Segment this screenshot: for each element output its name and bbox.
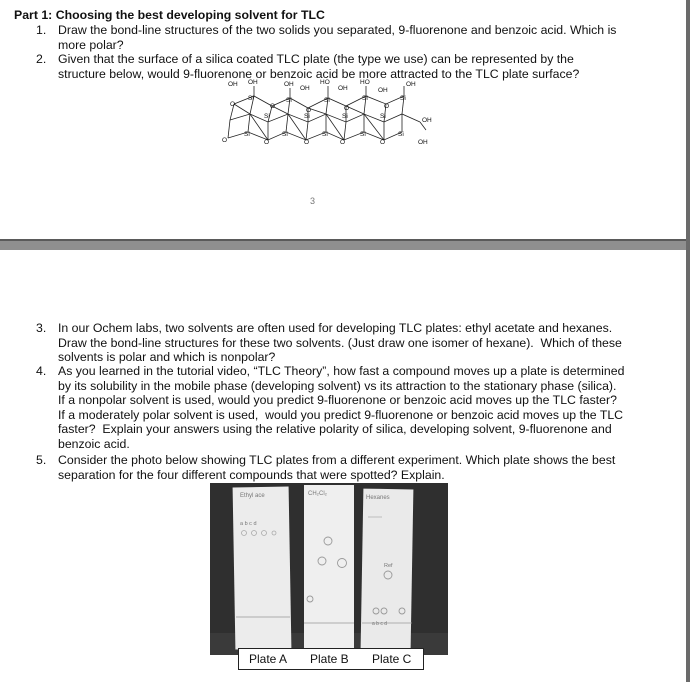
- plate-a-spots-label: a b c d: [240, 521, 257, 527]
- structure-label: HO: [360, 79, 370, 86]
- page-number: 3: [310, 196, 316, 206]
- plate-labels: [238, 648, 424, 670]
- structure-label: OH: [284, 81, 294, 88]
- structure-label: OH: [300, 85, 310, 92]
- question-line: separation for the four different compounds that were spotted? Explain.: [58, 467, 445, 482]
- structure-label: Si: [304, 113, 310, 120]
- plate-a: [233, 487, 292, 650]
- structure-label: O: [230, 101, 236, 108]
- question-line: by its solubility in the mobile phase (developing solvent) vs its attraction to the stationary phase (silica).: [58, 378, 617, 393]
- question-line: Consider the photo below showing TLC plates from a different experiment. Which plate shows the best: [58, 453, 616, 467]
- plate-a-caption: Plate A: [249, 652, 288, 666]
- structure-label: Si: [400, 95, 406, 102]
- plate-c-caption: Plate C: [372, 652, 412, 666]
- structure-label: Si: [264, 113, 270, 120]
- structure-label: Si: [324, 97, 330, 104]
- structure-label: Si: [398, 131, 404, 138]
- structure-label: OH: [338, 85, 348, 92]
- structure-label: O: [270, 103, 276, 110]
- structure-label: O: [306, 107, 312, 114]
- structure-label: Si: [286, 97, 292, 104]
- question-line: faster? Explain your answers using the relative polarity of silica, developing solvent, 9-fluorenone and: [58, 422, 612, 437]
- question-line: structure below, would 9-fluorenone or benzoic acid be more attracted to the TLC plate surface?: [58, 66, 580, 81]
- structure-label: HO: [320, 79, 330, 86]
- tlc-plates-photo: [210, 483, 448, 655]
- question-line: As you learned in the tutorial video, “TLC Theory”, how fast a compound moves up a plate is determined: [58, 364, 625, 378]
- structure-label: OH: [228, 81, 238, 88]
- page-separator: [0, 239, 690, 250]
- structure-label: O: [344, 105, 350, 112]
- structure-label: Si: [322, 131, 328, 138]
- question-number: 4.: [36, 364, 47, 378]
- question-line: benzoic acid.: [58, 437, 130, 451]
- plate-b-label: CH₂Cl₂: [308, 491, 327, 497]
- plate-b-caption: Plate B: [310, 652, 349, 666]
- plate-a-label: Ethyl ace: [240, 493, 265, 499]
- structure-label: O: [264, 139, 270, 146]
- question-line: Draw the bond-line structures of the two solids you separated, 9-fluorenone and benzoic acid. Which is: [58, 23, 617, 37]
- question-line: more polar?: [58, 37, 124, 52]
- silica-surface-structure: [220, 78, 440, 152]
- structure-label: O: [380, 139, 386, 146]
- structure-label: Si: [248, 95, 254, 102]
- structure-label: O: [222, 137, 228, 144]
- question-number: 5.: [36, 453, 47, 467]
- plate-b: [304, 485, 354, 651]
- plate-c-ref-label: Ref: [384, 563, 393, 569]
- question-line: Draw the bond-line structures for these two solvents. (Just draw one isomer of hexane). Which of these: [58, 335, 622, 350]
- question-number: 1.: [36, 23, 47, 37]
- structure-label: Si: [342, 113, 348, 120]
- structure-label: OH: [418, 139, 428, 146]
- question-number: 2.: [36, 52, 47, 66]
- structure-label: OH: [422, 117, 432, 124]
- plate-c-label: Hexanes: [366, 495, 390, 501]
- structure-label: OH: [378, 87, 388, 94]
- plate-c: [361, 489, 414, 650]
- question-line: In our Ochem labs, two solvents are often used for developing TLC plates: ethyl acetate and hexanes.: [58, 321, 613, 335]
- structure-label: O: [304, 139, 310, 146]
- structure-label: Si: [360, 131, 366, 138]
- structure-label: Si: [362, 95, 368, 102]
- plate-c-spots-label: a b c d: [372, 621, 388, 627]
- section-heading: Part 1: Choosing the best developing solvent for TLC: [14, 8, 325, 22]
- question-line: Given that the surface of a silica coated TLC plate (the type we use) can be represented by the: [58, 52, 574, 66]
- structure-label: OH: [406, 81, 416, 88]
- structure-label: O: [384, 103, 390, 110]
- structure-label: Si: [244, 131, 250, 138]
- question-line: If a nonpolar solvent is used, would you predict 9-fluorenone or benzoic acid moves up the TLC faster?: [58, 393, 617, 408]
- structure-label: Si: [282, 131, 288, 138]
- question-number: 3.: [36, 321, 47, 335]
- structure-label: Si: [380, 113, 386, 120]
- structure-label: OH: [248, 79, 258, 86]
- page-1: [0, 0, 686, 239]
- window-edge: [686, 0, 690, 682]
- tlc-photo-drawing: [210, 483, 448, 655]
- structure-label: O: [340, 139, 346, 146]
- question-line: If a moderately polar solvent is used, would you predict 9-fluorenone or benzoic acid moves up the TLC: [58, 407, 624, 422]
- question-line: solvents is polar and which is nonpolar?: [58, 350, 276, 365]
